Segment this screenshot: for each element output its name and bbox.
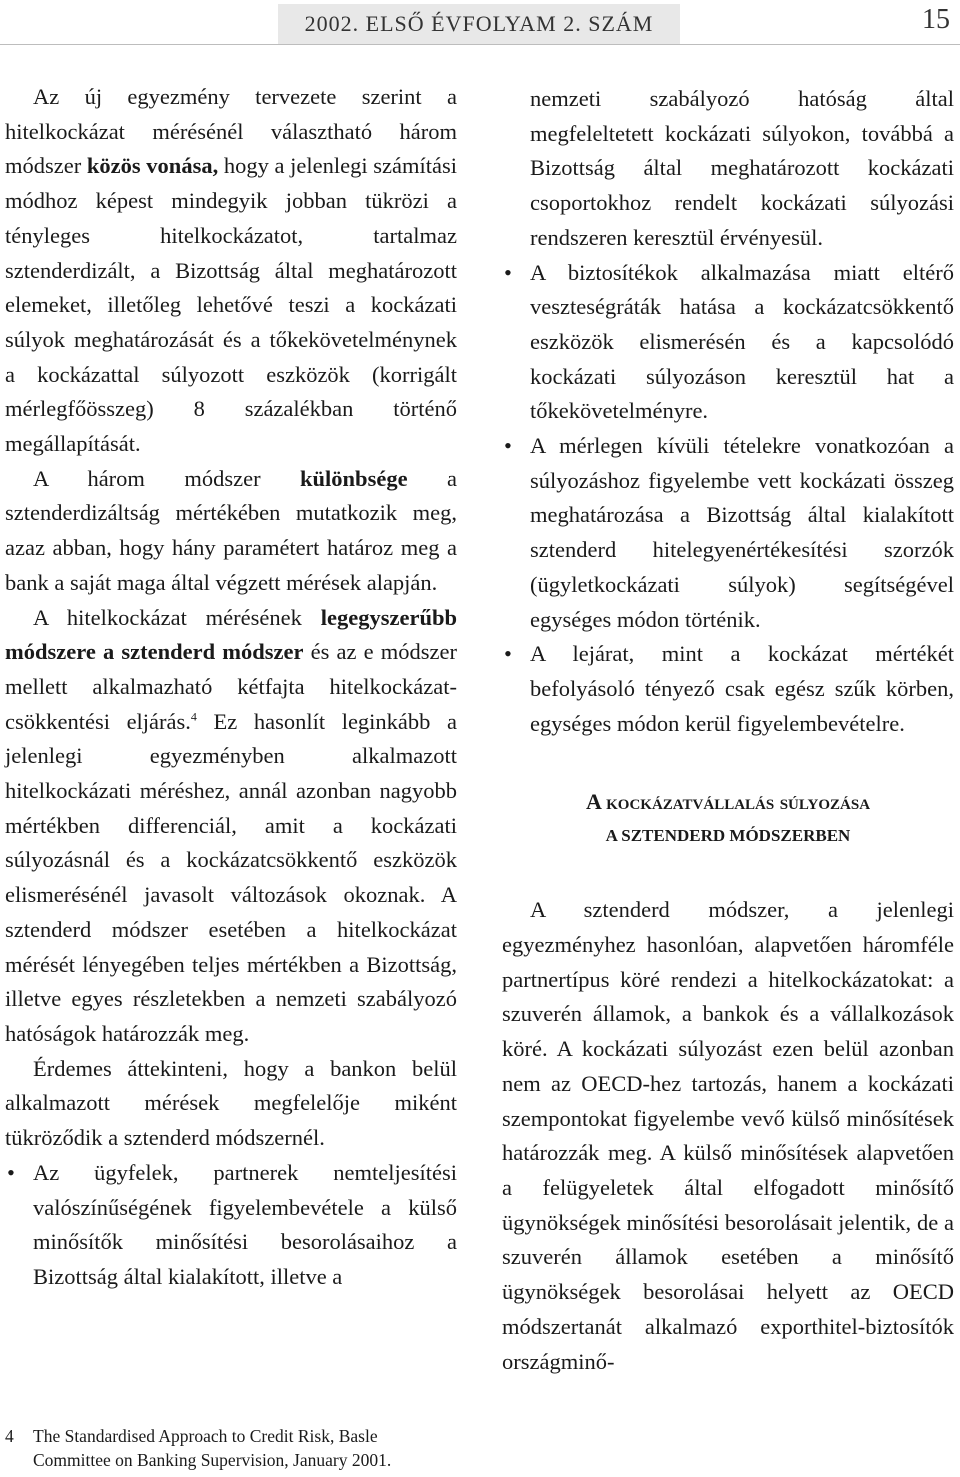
bullet-list-right <box>502 256 954 742</box>
list-item: • A mérlegen kívüli tételekre vonatkozóan a súlyozáshoz figyelembe vett kockázati összeg meghatározása a Bizottság által kialakított sztenderd hitelegyenértékesítési szorzók (ügyletkockázati súlyok) segítségével egységes módon történik. <box>502 429 954 637</box>
footnote <box>5 1424 457 1472</box>
bullet-continuation: nemzeti szabályozó hatóság által megfeleltetett kockázati súlyokon, továbbá a Bizottság által meghatározott kockázati csoportokhoz rendelt kockázati súlyozási rendszeren keresztül érvényesül. <box>530 86 954 250</box>
right-column <box>502 82 954 1379</box>
paragraph-common-features: Az új egyezmény tervezete szerint a hitelkockázat mérésénél választható három módszer közös vonása, hogy a jelenlegi számítási módhoz képest mindegyik jobban tükrözi a tényleges hitelkockázatot, tartalmaz sztenderdizált, a Bizottság által meghatározott elemeket, illetőleg lehetővé teszi a kockázati súlyok meghatározását és a tőkekövetelménynek a kockázattal súlyozott eszközök (korrigált mérlegfőösszeg) 8 százalékban történő megállapítását. <box>5 84 457 457</box>
paragraph-standard-method: A hitelkockázat mérésének legegyszerűbb módszere a sztenderd módszer és az e módszer mellett alkalmazható kétfajta hitelkockázat-csökkentési eljárás.$^4$ Ez hasonlít leginkább a jelenlegi egyezményben alkalmazott hitelkockázati méréshez, annál azonban nagyobb mértékben differenciál, amit a kockázati súlyozásnál és a kockázatcsökkentő eszközök elismerésénél javasolt változások okoznak. A sztenderd módszer esetében a hitelkockázat mérését lényegében teljes mértékben a Bizottság, illetve egyes részletekben a nemzeti szabályozó hatóságok határozzák meg. <box>5 604 457 1046</box>
bullet-icon: • <box>504 641 512 667</box>
list-item: • Az ügyfelek, partnerek nemteljesítési valószínűségének figyelembevétele a külső minősítők minősítési besorolásaihoz a Bizottság által kialakított, illetve a <box>5 1156 457 1295</box>
emphasis-simplest-method: legegyszerűbb módszere a sztenderd módszer <box>5 604 457 665</box>
emphasis-difference: különbsége <box>300 465 408 491</box>
left-column <box>5 80 457 1295</box>
paragraph-overview: Érdemes áttekinteni, hogy a bankon belül alkalmazott mérések megfelelője miként tükröződik a sztenderd módszernél. <box>5 1055 457 1151</box>
footnote-number: 4 <box>5 1426 14 1446</box>
bullet-icon: • <box>504 259 512 285</box>
section-heading-line2: A SZTENDERD MÓDSZERBEN <box>605 826 851 846</box>
section-heading-line1: A kockázatvállalás súlyozása <box>585 789 871 815</box>
header-divider <box>0 44 960 45</box>
page-header <box>0 0 960 46</box>
footnote-reference[interactable]: 4 <box>190 709 197 724</box>
journal-issue-title: 2002. ELSŐ ÉVFOLYAM 2. SZÁM <box>278 4 680 44</box>
paragraph-differences: A három módszer különbsége a sztenderdizáltság mértékében mutatkozik meg, azaz abban, hogy hány paramétert határoz meg a bank a saját maga által végzett mérések alapján. <box>5 465 457 595</box>
list-item: • A biztosítékok alkalmazása miatt eltérő veszteségráták hatása a kockázatcsökkentő eszközök elismerésén és a kapcsolódó kockázati súlyozáson keresztül hat a tőkekövetelményre. <box>502 256 954 430</box>
list-item: • A lejárat, mint a kockázat mértékét befolyásoló tényező csak egész szűk körben, egységes módon kerül figyelembevételre. <box>502 637 954 741</box>
section-heading <box>502 785 954 853</box>
paragraph-partner-types: A sztenderd módszer, a jelenlegi egyezményhez hasonlóan, alapvetően háromféle partnertípus köré rendezi a hitelkockázatokat: a szuverén államok, a bankok és a vállalkozások köré. A kockázati súlyozást ezen belül azonban nem az OECD-hez tartozás, hanem a kockázati szempontokat figyelembe vevő külső minősítések határozzák meg. A külső minősítések alapvetően a felügyeletek által elfogadott minősítő ügynökségek minősítési besorolásait jelentik, de a szuverén államok esetében a minősítő ügynökségek besorolásai helyett az OECD módszertanát alkalmazó exporthitel-biztosítók országminő- <box>502 897 954 1374</box>
emphasis-common-features: közös vonása, <box>86 153 219 179</box>
bullet-icon: • <box>504 433 512 459</box>
footnote-text: The Standardised Approach to Credit Risk, Basle Committee on Banking Supervision, January 2001. <box>33 1426 392 1470</box>
bullet-list-left <box>5 1156 457 1295</box>
bullet-icon: • <box>7 1159 15 1185</box>
page-number: 15 <box>922 4 950 35</box>
